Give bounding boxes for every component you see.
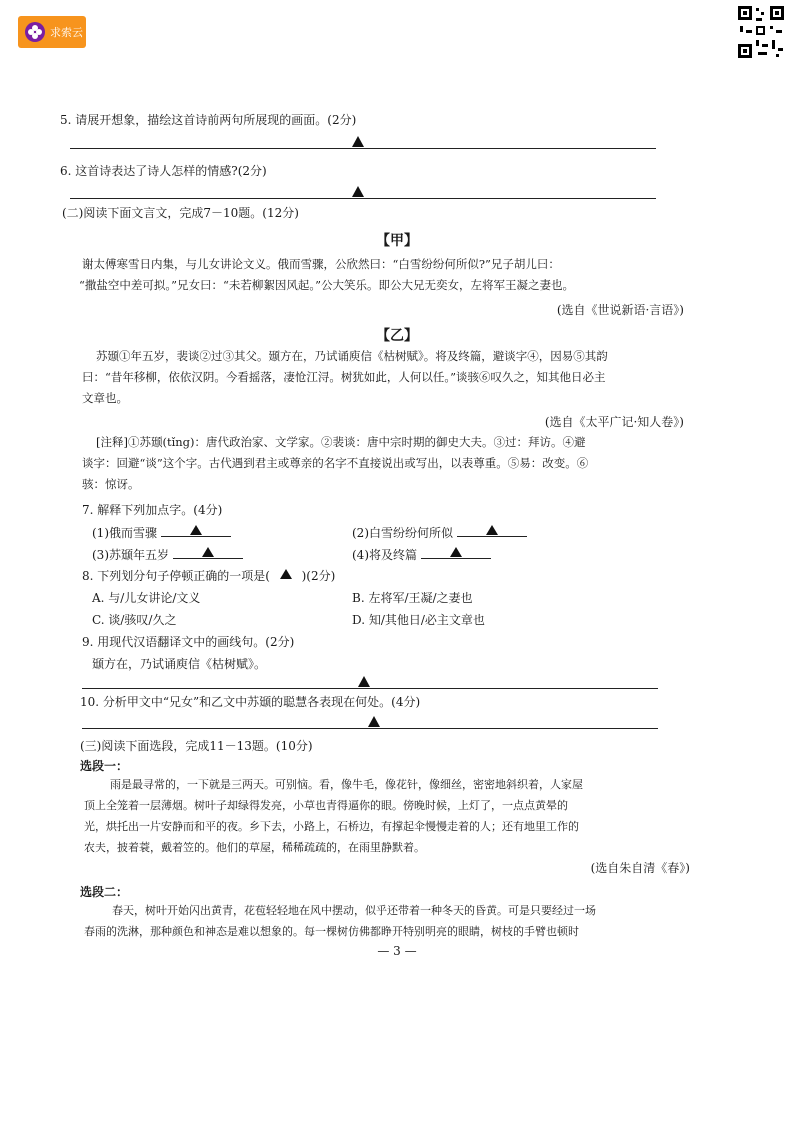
q7-answer-blank[interactable] [457, 524, 527, 537]
q7-item-text: (2)白雪纷纷何所似 [352, 526, 453, 540]
q7-item-1 [92, 524, 231, 541]
para2-label: 选段二： [80, 885, 129, 899]
para2-line: 春天，树叶开始闪出黄青，花苞轻轻地在风中摆动，似乎还带着一种冬天的昏黄。可是只要经过一场 [112, 904, 596, 917]
q7-item-4 [352, 546, 491, 563]
answer-marker-triangle [486, 525, 498, 535]
answer-marker-triangle [450, 547, 462, 557]
q8-option-d: D. 知/其他日/必主文章也 [352, 613, 485, 627]
para1-text [84, 774, 583, 858]
para1-label: 选段一： [80, 759, 129, 773]
yi-source: (选自《太平广记·知人卷》) [544, 415, 684, 429]
notes [82, 432, 589, 495]
yi-text [82, 346, 608, 409]
yi-line: 苏颋①年五岁，裴谈②过③其父。颋方在，乃试诵庾信《枯树赋》。将及终篇，避谈字④，因易⑤其韵 [96, 349, 608, 363]
answer-marker-triangle [190, 525, 202, 535]
q7-item-text: (1)俄而雪骤 [92, 526, 157, 540]
q8-text-before: 8. 下列划分句子停顿正确的一项是( [82, 569, 270, 583]
yi-line: 曰：“昔年移柳，依依汉阴。今看摇落，凄怆江浔。树犹如此，人何以任。”谈骇⑥叹久之，知其他日必主 [82, 370, 606, 384]
answer-line[interactable] [82, 688, 658, 689]
q7-item-text: (4)将及终篇 [352, 548, 417, 562]
qr-code-icon [736, 4, 786, 60]
q7-answer-blank[interactable] [173, 546, 243, 559]
q8-option-b: B. 左将军/王凝/之妻也 [352, 591, 473, 605]
question-7: 7. 解释下列加点字。(4分) [82, 503, 223, 517]
q8-option-c: C. 谈/骇叹/久之 [92, 613, 177, 627]
question-6: 6. 这首诗表达了诗人怎样的情感?(2分) [60, 164, 267, 178]
answer-marker-triangle [352, 186, 364, 197]
logo-text: 求索云 [50, 26, 83, 39]
jia-text [79, 254, 575, 296]
q8-answer-blank[interactable] [274, 568, 298, 580]
para1-line: 光，烘托出一片安静而和平的夜。乡下去，小路上，石桥边，有撑起伞慢慢走着的人；还有地里工作的 [84, 820, 579, 833]
notes-line: [注释]①苏颋(tǐng)：唐代政治家、文学家。②裴谈：唐中宗时期的御史大夫。③过：拜访。④避 [96, 435, 586, 449]
answer-marker-triangle [352, 136, 364, 147]
notes-line: 谈字：回避“谈”这个字。古代遇到君主或尊亲的名字不直接说出或写出，以表尊重。⑤易：改变。⑥ [82, 456, 589, 470]
q8-text-after: )(2分) [301, 569, 336, 583]
section-2-heading: (二)阅读下面文言文，完成7－10题。(12分) [62, 206, 299, 220]
q7-answer-blank[interactable] [421, 546, 491, 559]
para2-line: 春雨的洗淋，那种颜色和神态是难以想象的。每一棵树仿佛都睁开特别明亮的眼睛，树枝的手臂也顿时 [84, 925, 579, 938]
jia-line: “撒盐空中差可拟。”兄女曰：“未若柳絮因风起。”公大笑乐。即公大兄无奕女，左将军王凝之妻也。 [79, 278, 575, 292]
answer-line[interactable] [70, 198, 656, 199]
question-5: 5. 请展开想象，描绘这首诗前两句所展现的画面。(2分) [60, 113, 357, 127]
answer-line[interactable] [82, 728, 658, 729]
q8-option-a: A. 与/儿女讲论/文义 [92, 591, 201, 605]
q7-item-text: (3)苏颋年五岁 [92, 548, 169, 562]
q9-sentence: 颋方在，乃试诵庾信《枯树赋》。 [92, 657, 267, 671]
answer-marker-triangle [202, 547, 214, 557]
answer-marker-triangle [368, 716, 380, 727]
question-9: 9. 用现代汉语翻译文中的画线句。(2分) [82, 635, 295, 649]
para1-line: 农夫，披着蓑，戴着笠的。他们的草屋，稀稀疏疏的，在雨里静默着。 [84, 841, 425, 854]
jia-title: 【甲】 [376, 233, 418, 249]
question-10: 10. 分析甲文中“兄女”和乙文中苏颋的聪慧各表现在何处。(4分) [80, 695, 421, 709]
clover-icon [24, 21, 46, 43]
para1-source: (选自朱自清《春》) [590, 861, 690, 875]
para1-line: 顶上全笼着一层薄烟。树叶子却绿得发亮，小草也青得逼你的眼。傍晚时候，上灯了，一点点黄晕的 [84, 799, 568, 812]
answer-marker-triangle [280, 569, 292, 579]
answer-marker-triangle [358, 676, 370, 687]
q7-item-3 [92, 546, 243, 563]
section-3-heading: (三)阅读下面选段，完成11－13题。(10分) [80, 739, 313, 753]
jia-source: (选自《世说新语·言语》) [556, 303, 684, 317]
brand-logo [18, 16, 86, 48]
yi-line: 文章也。 [82, 391, 128, 405]
answer-line[interactable] [70, 148, 656, 149]
question-8 [82, 568, 335, 584]
jia-line: 谢太傅寒雪日内集，与儿女讲论文义。俄而雪骤，公欣然曰：“白雪纷纷何所似?”兄子胡儿曰： [82, 257, 560, 271]
para2-text [84, 900, 596, 942]
yi-title: 【乙】 [376, 328, 418, 344]
page-number: — 3 — [377, 944, 417, 958]
notes-line: 骇：惊讶。 [82, 477, 140, 491]
para1-line: 雨是最寻常的，一下就是三两天。可别恼。看，像牛毛，像花针，像细丝，密密地斜织着，人家屋 [110, 778, 583, 791]
q7-answer-blank[interactable] [161, 524, 231, 537]
q7-item-2 [352, 524, 527, 541]
